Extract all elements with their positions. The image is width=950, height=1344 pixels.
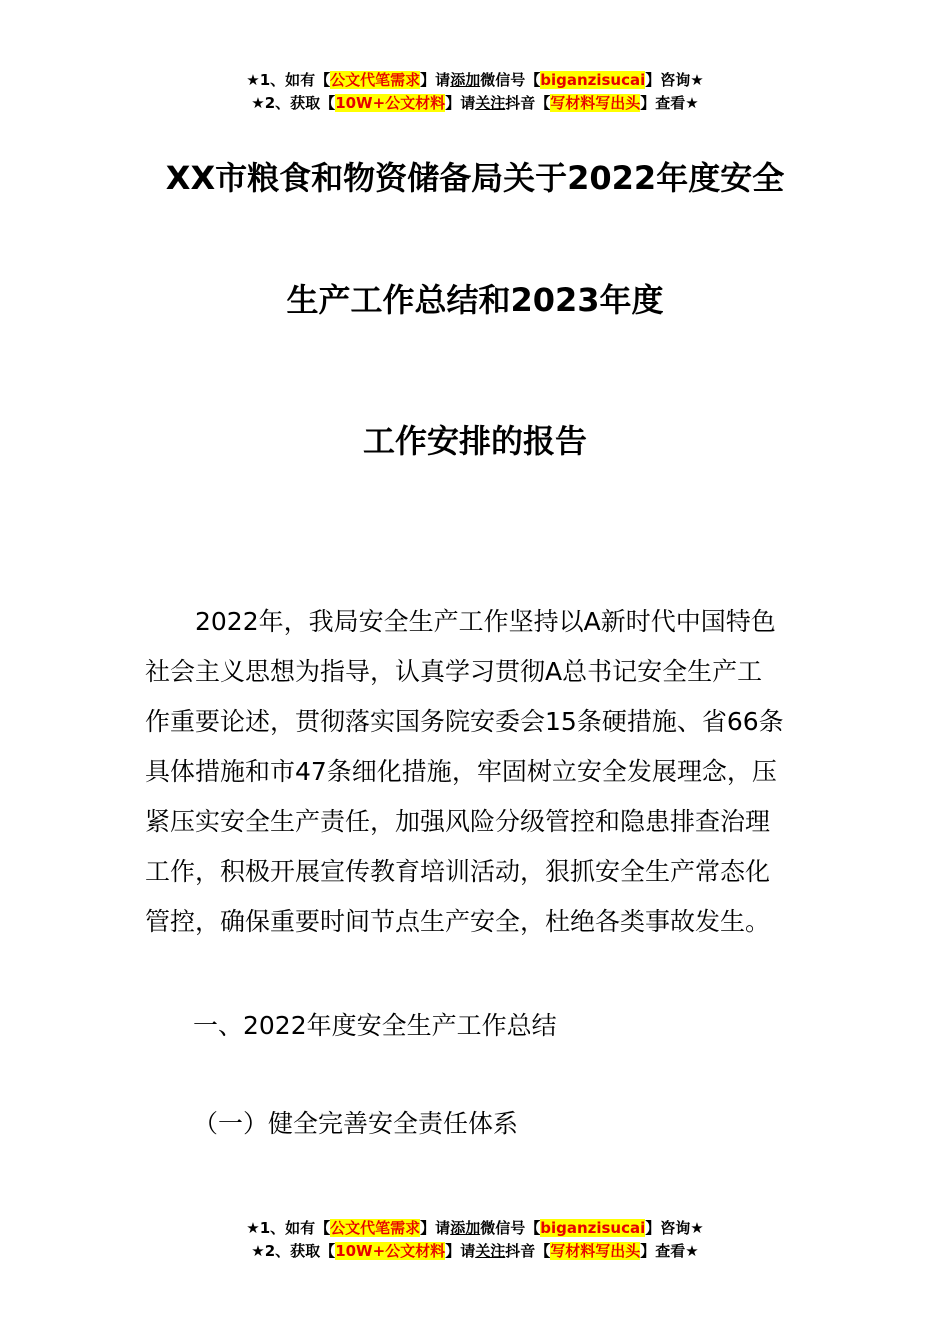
document-title-line-2: 生产工作总结和2023年度 — [286, 281, 664, 319]
banner-highlight: biganzisucai — [540, 1219, 646, 1237]
banner-highlight: 写材料写出头 — [550, 1242, 641, 1260]
document-title-line-1: XX市粮食和物资储备局关于2022年度安全 — [165, 159, 785, 197]
banner-text: 】查看★ — [640, 94, 699, 112]
banner-highlight: 10W+公文材料 — [335, 94, 446, 112]
paragraph-line: 紧压实安全生产责任，加强风险分级管控和隐患排查治理 — [145, 807, 771, 836]
banner-text: 】请 — [420, 1219, 451, 1237]
banner-highlight: 公文代笔需求 — [330, 1219, 421, 1237]
paragraph-line: 2022年，我局安全生产工作坚持以A新时代中国特色 — [145, 607, 776, 636]
banner-text: 】咨询★ — [645, 1219, 704, 1237]
banner-text: 】请 — [420, 71, 451, 89]
footer-banner — [0, 1217, 950, 1263]
banner-text: 】请 — [445, 1242, 476, 1260]
banner-highlight: 公文代笔需求 — [330, 71, 421, 89]
banner-text: 】请 — [445, 94, 476, 112]
intro-paragraph — [145, 597, 809, 947]
banner-text: ★1、如有【 — [246, 1219, 331, 1237]
banner-text: ★2、获取【 — [251, 94, 336, 112]
header-banner — [0, 69, 950, 115]
banner-line-1 — [0, 69, 950, 92]
banner-underline: 关注 — [475, 1242, 506, 1260]
banner-highlight: biganzisucai — [540, 71, 646, 89]
banner-underline: 添加 — [450, 71, 481, 89]
banner-line-1 — [0, 1217, 950, 1240]
banner-highlight: 10W+公文材料 — [335, 1242, 446, 1260]
banner-highlight: 写材料写出头 — [550, 94, 641, 112]
subsection-heading: （一）健全完善安全责任体系 — [193, 1109, 519, 1138]
section-heading: 一、2022年度安全生产工作总结 — [193, 1011, 557, 1040]
banner-line-2 — [0, 92, 950, 115]
banner-text: 】咨询★ — [645, 71, 704, 89]
banner-text: 微信号【 — [480, 1219, 541, 1237]
banner-text: ★2、获取【 — [251, 1242, 336, 1260]
paragraph-line: 工作，积极开展宣传教育培训活动，狠抓安全生产常态化 — [145, 857, 771, 886]
banner-text: 微信号【 — [480, 71, 541, 89]
banner-underline: 关注 — [475, 94, 506, 112]
banner-underline: 添加 — [450, 1219, 481, 1237]
paragraph-line: 作重要论述，贯彻落实国务院安委会15条硬措施、省66条 — [145, 707, 784, 736]
document-title-line-3: 工作安排的报告 — [362, 422, 587, 460]
banner-text: 抖音【 — [505, 1242, 551, 1260]
banner-text: 抖音【 — [505, 94, 551, 112]
paragraph-line: 具体措施和市47条细化措施，牢固树立安全发展理念，压 — [145, 757, 777, 786]
banner-text: 】查看★ — [640, 1242, 699, 1260]
banner-line-2 — [0, 1240, 950, 1263]
banner-text: ★1、如有【 — [246, 71, 331, 89]
paragraph-line: 社会主义思想为指导，认真学习贯彻A总书记安全生产工 — [145, 657, 763, 686]
paragraph-line: 管控，确保重要时间节点生产安全，杜绝各类事故发生。 — [145, 907, 771, 936]
